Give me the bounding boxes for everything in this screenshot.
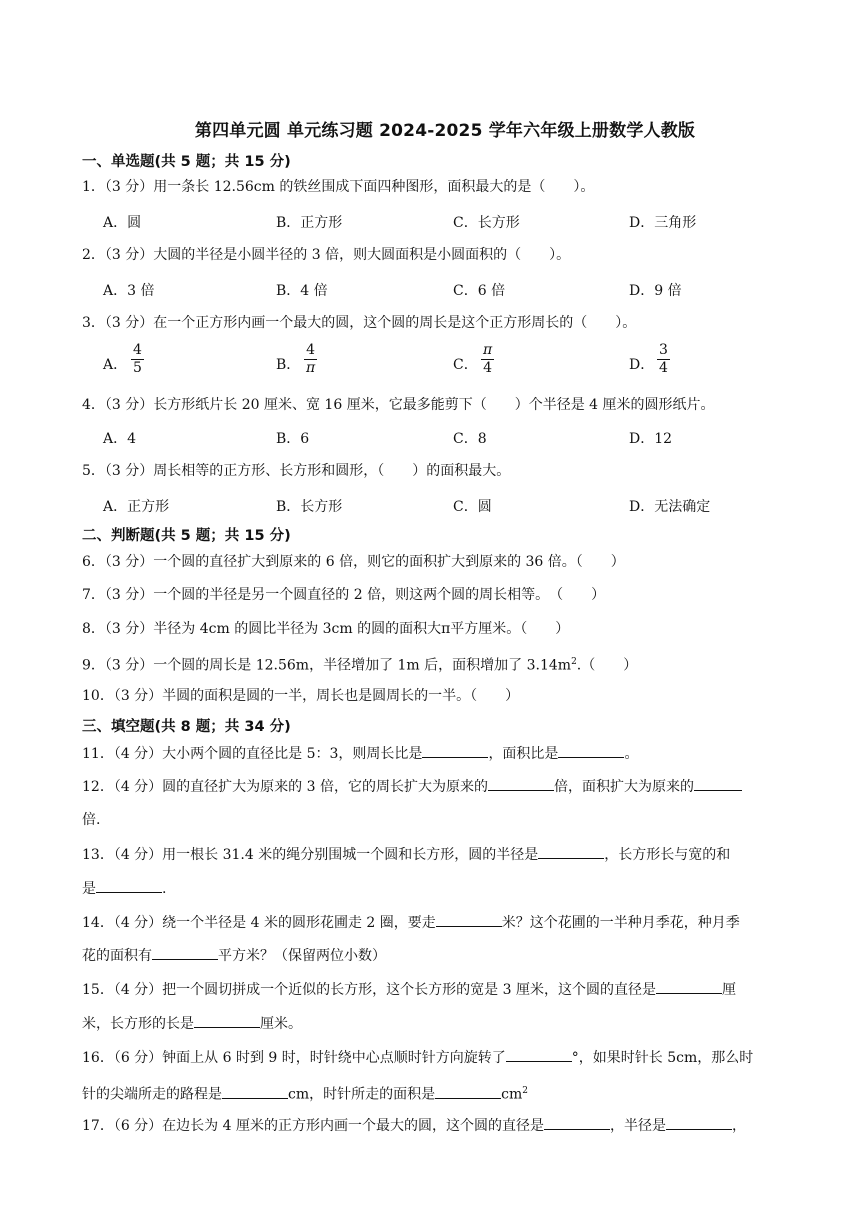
answer-blank[interactable] xyxy=(544,1115,610,1130)
question-16-text: 16．（6 分）钟面上从 6 时到 9 时，时针绕中心点顺时针方向旋转了 xyxy=(82,1050,506,1066)
denominator: 4 xyxy=(483,360,493,376)
question-11 xyxy=(82,743,638,764)
option-b: B．4 倍 xyxy=(276,283,328,299)
question-10: 10．（3 分）半圆的面积是圆的一半，周长也是圆周长的一半。（ ） xyxy=(82,688,520,704)
option-b-letter: B． xyxy=(276,357,301,373)
question-14-text-2: 米？这个花圃的一半种月季花，种月季 xyxy=(501,915,740,931)
answer-blank[interactable] xyxy=(435,1084,501,1099)
question-12-continued: 倍. xyxy=(82,812,101,828)
question-16-text-2: °，如果时针长 5cm，那么时 xyxy=(571,1050,754,1066)
numerator: π xyxy=(483,342,493,358)
question-15-text-3: 米，长方形的长是 xyxy=(82,1016,194,1032)
question-9-text: 9．（3 分）一个圆的周长是 12.56m，半径增加了 1m 后，面积增加了 3.14m xyxy=(82,657,572,674)
option-a: A．3 倍 xyxy=(103,283,155,299)
option-c-fraction xyxy=(481,342,494,377)
question-12-text-2: 倍，面积扩大为原来的 xyxy=(553,779,694,795)
option-d-letter: D． xyxy=(629,357,655,373)
question-9 xyxy=(82,652,637,676)
question-13 xyxy=(82,844,730,865)
option-c: C．圆 xyxy=(453,499,492,515)
option-b: B．6 xyxy=(276,431,310,447)
question-15-continued xyxy=(82,1013,302,1034)
option-c: C．8 xyxy=(453,431,487,447)
question-17-text-3: ， xyxy=(731,1118,746,1134)
question-15 xyxy=(82,979,736,1000)
question-15-text-4: 厘米。 xyxy=(260,1016,302,1032)
answer-blank[interactable] xyxy=(222,1084,288,1099)
question-16 xyxy=(82,1047,753,1068)
question-11-text: 11．（4 分）大小两个圆的直径比是 5：3，则周长比是 xyxy=(82,746,423,762)
section-heading-true-false: 二、判断题(共 5 题；共 15 分) xyxy=(82,528,291,544)
answer-blank[interactable] xyxy=(152,945,218,960)
option-c: C．长方形 xyxy=(453,215,520,231)
question-15-text: 15．（4 分）把一个圆切拼成一个近似的长方形，这个长方形的宽是 3 厘米，这个圆的直径是 xyxy=(82,982,656,998)
question-14-continued xyxy=(82,945,386,966)
question-8: 8．（3 分）半径为 4cm 的圆比半径为 3cm 的圆的面积大π平方厘米。（ ） xyxy=(82,621,570,637)
option-a-fraction xyxy=(131,342,144,377)
question-3: 3．（3 分）在一个正方形内画一个最大的圆，这个圆的周长是这个正方形周长的（ ）。 xyxy=(82,315,637,331)
question-12-text: 12．（4 分）圆的直径扩大为原来的 3 倍，它的周长扩大为原来的 xyxy=(82,779,488,795)
question-11-text-3: 。 xyxy=(624,746,639,762)
numerator: 3 xyxy=(659,342,668,358)
question-4-options xyxy=(103,428,803,452)
denominator: 5 xyxy=(133,360,142,376)
option-a: A．4 xyxy=(103,431,137,447)
section-heading-single-choice: 一、单选题(共 5 题；共 15 分) xyxy=(82,154,291,170)
question-4: 4．（3 分）长方形纸片长 20 厘米、宽 16 厘米，它最多能剪下（ ）个半径是 4 厘米的圆形纸片。 xyxy=(82,397,715,413)
option-c: C．6 倍 xyxy=(453,283,506,299)
option-a: A．正方形 xyxy=(103,499,170,515)
question-13-text-3: 是 xyxy=(82,881,96,897)
question-6: 6．（3 分）一个圆的直径扩大到原来的 6 倍，则它的面积扩大到原来的 36 倍。（ ） xyxy=(82,554,625,570)
answer-blank[interactable] xyxy=(96,878,162,893)
option-a: A．圆 xyxy=(103,215,142,231)
question-5: 5．（3 分）周长相等的正方形、长方形和圆形，（ ）的面积最大。 xyxy=(82,463,511,479)
option-d: D．无法确定 xyxy=(629,499,711,515)
question-9-tail: .（ ） xyxy=(576,657,638,674)
question-13-continued xyxy=(82,878,166,899)
question-11-text-2: ，面积比是 xyxy=(488,746,559,762)
option-b: B．长方形 xyxy=(276,499,343,515)
question-17-text: 17．（6 分）在边长为 4 厘米的正方形内画一个最大的圆，这个圆的直径是 xyxy=(82,1118,544,1134)
option-d-fraction xyxy=(657,342,670,377)
question-2-options xyxy=(103,280,803,304)
section-heading-fill-blank: 三、填空题(共 8 题；共 34 分) xyxy=(82,719,291,735)
question-14-text-3: 花的面积有 xyxy=(82,948,152,964)
question-3-options xyxy=(103,342,803,378)
option-b: B．正方形 xyxy=(276,215,343,231)
worksheet-title: 第四单元圆 单元练习题 2024-2025 学年六年级上册数学人教版 xyxy=(194,121,696,141)
question-2: 2．（3 分）大圆的半径是小圆半径的 3 倍，则大圆面积是小圆面积的（ ）。 xyxy=(82,247,571,263)
option-d: D．9 倍 xyxy=(629,283,682,299)
answer-blank[interactable] xyxy=(194,1013,260,1028)
option-a-letter: A． xyxy=(103,357,128,373)
superscript: 2 xyxy=(522,1086,528,1096)
option-d: D．12 xyxy=(629,431,673,447)
answer-blank[interactable] xyxy=(666,1115,732,1130)
question-13-text-2: ，长方形长与宽的和 xyxy=(604,847,731,863)
answer-blank[interactable] xyxy=(558,743,624,758)
option-d: D．三角形 xyxy=(629,215,697,231)
question-14-text: 14．（4 分）绕一个半径是 4 米的圆形花圃走 2 圈，要走 xyxy=(82,915,436,931)
question-5-options xyxy=(103,496,803,520)
question-7: 7．（3 分）一个圆的半径是另一个圆直径的 2 倍，则这两个圆的周长相等。 （ ） xyxy=(82,587,606,603)
answer-blank[interactable] xyxy=(488,776,554,791)
answer-blank[interactable] xyxy=(694,776,742,791)
answer-blank[interactable] xyxy=(656,979,722,994)
question-16-text-3: 针的尖端所走的路程是 xyxy=(82,1086,222,1103)
denominator: π xyxy=(306,360,316,376)
question-14-text-4: 平方米？（保留两位小数） xyxy=(218,948,386,964)
numerator: 4 xyxy=(133,342,142,358)
answer-blank[interactable] xyxy=(436,912,502,927)
superscript: 2 xyxy=(571,657,577,667)
question-13-text: 13．（4 分）用一根长 31.4 米的绳分别围城一个圆和长方形，圆的半径是 xyxy=(82,847,539,863)
question-1: 1．（3 分）用一条长 12.56cm 的铁丝围成下面四种图形，面积最大的是（ ）。 xyxy=(82,179,595,195)
question-16-text-4: cm，时针所走的面积是 xyxy=(288,1086,436,1103)
question-1-options xyxy=(103,212,803,236)
answer-blank[interactable] xyxy=(422,743,488,758)
question-16-continued xyxy=(82,1081,528,1105)
denominator: 4 xyxy=(659,360,668,376)
answer-blank[interactable] xyxy=(506,1047,572,1062)
question-15-text-2: 厘 xyxy=(721,982,736,998)
question-17-text-2: ，半径是 xyxy=(609,1118,666,1134)
option-b-fraction xyxy=(304,342,317,377)
answer-blank[interactable] xyxy=(538,844,604,859)
question-12 xyxy=(82,776,742,797)
option-c-letter: C． xyxy=(453,357,478,373)
question-14 xyxy=(82,912,740,933)
question-13-text-4: . xyxy=(162,881,167,897)
question-17 xyxy=(82,1115,746,1136)
question-16-unit: cm xyxy=(501,1086,523,1103)
numerator: 4 xyxy=(306,342,316,358)
